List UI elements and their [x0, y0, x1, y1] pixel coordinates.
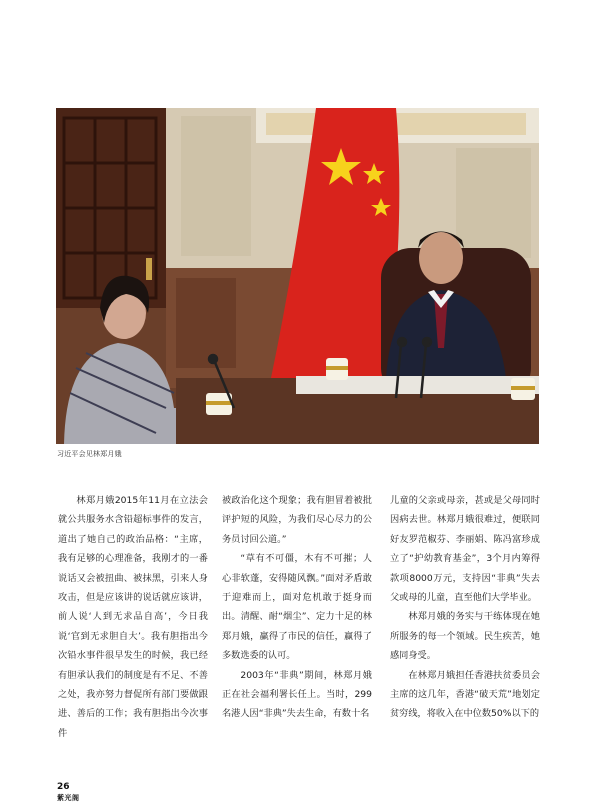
paragraph-continued: 儿童的父亲或母亲，甚或是父母同时因病去世。林郑月娥很难过，便联同好友罗范椒芬、李丽娟、陈冯富珍成立了“护幼教育基金”，3个月内筹得款项8000万元，支持因“非典”失去父或母的儿童，直至他们大学毕业。	[390, 495, 540, 604]
article-column-1	[58, 491, 208, 743]
page-number: 26	[57, 782, 70, 792]
paragraph: 2003年“非典”期间，林郑月娥正在社会福利署长任上。当时，299名港人因“非典”失去生命，有数十名	[222, 669, 372, 720]
paragraph: 在林郑月娥担任香港扶贫委员会主席的这几年，香港“破天荒”地划定贫穷线，将收入在中位数50%以下的	[390, 669, 540, 720]
magazine-logo: 紫光阁	[57, 794, 80, 802]
article-column-3	[390, 491, 540, 724]
paragraph: “草有不可僵，木有不可摧；人心非软蓬，安得随风飘。”面对矛盾敢于迎难而上，面对危机敢于挺身而出。清醒、耐“烟尘”、定力十足的林郑月娥，赢得了市民的信任，赢得了多数选委的认可。	[222, 553, 372, 662]
paragraph-continued: 被政治化这个现象；我有胆冒着被批评护短的风险，为我们尽心尽力的公务员讨回公道。”	[222, 495, 372, 545]
meeting-photo	[56, 108, 539, 444]
paragraph: 林郑月娥的务实与干练体现在她所服务的每一个领域。民生疾苦，她感同身受。	[390, 611, 540, 662]
article-column-2	[222, 491, 372, 724]
paragraph: 林郑月娥2015年11月在立法会就公共服务水含铅超标事件的发言，道出了她自己的政治品格：“主席，我有足够的心理准备，我刚才的一番说话又会被扭曲、被抹黑，引来人身攻击，但是应该讲的说话就应该讲，前人说‘人到无求品自高’，今日我说‘官到无求胆自大’。我有胆指出今次铅水事件很早发生的时候，我已经有胆承认我们的制度是有不足、不善之处，我亦努力督促所有部门要做跟进、善后的工作；我有胆指出今次事件	[58, 495, 208, 739]
photo-caption: 习近平会见林郑月娥	[57, 450, 122, 458]
